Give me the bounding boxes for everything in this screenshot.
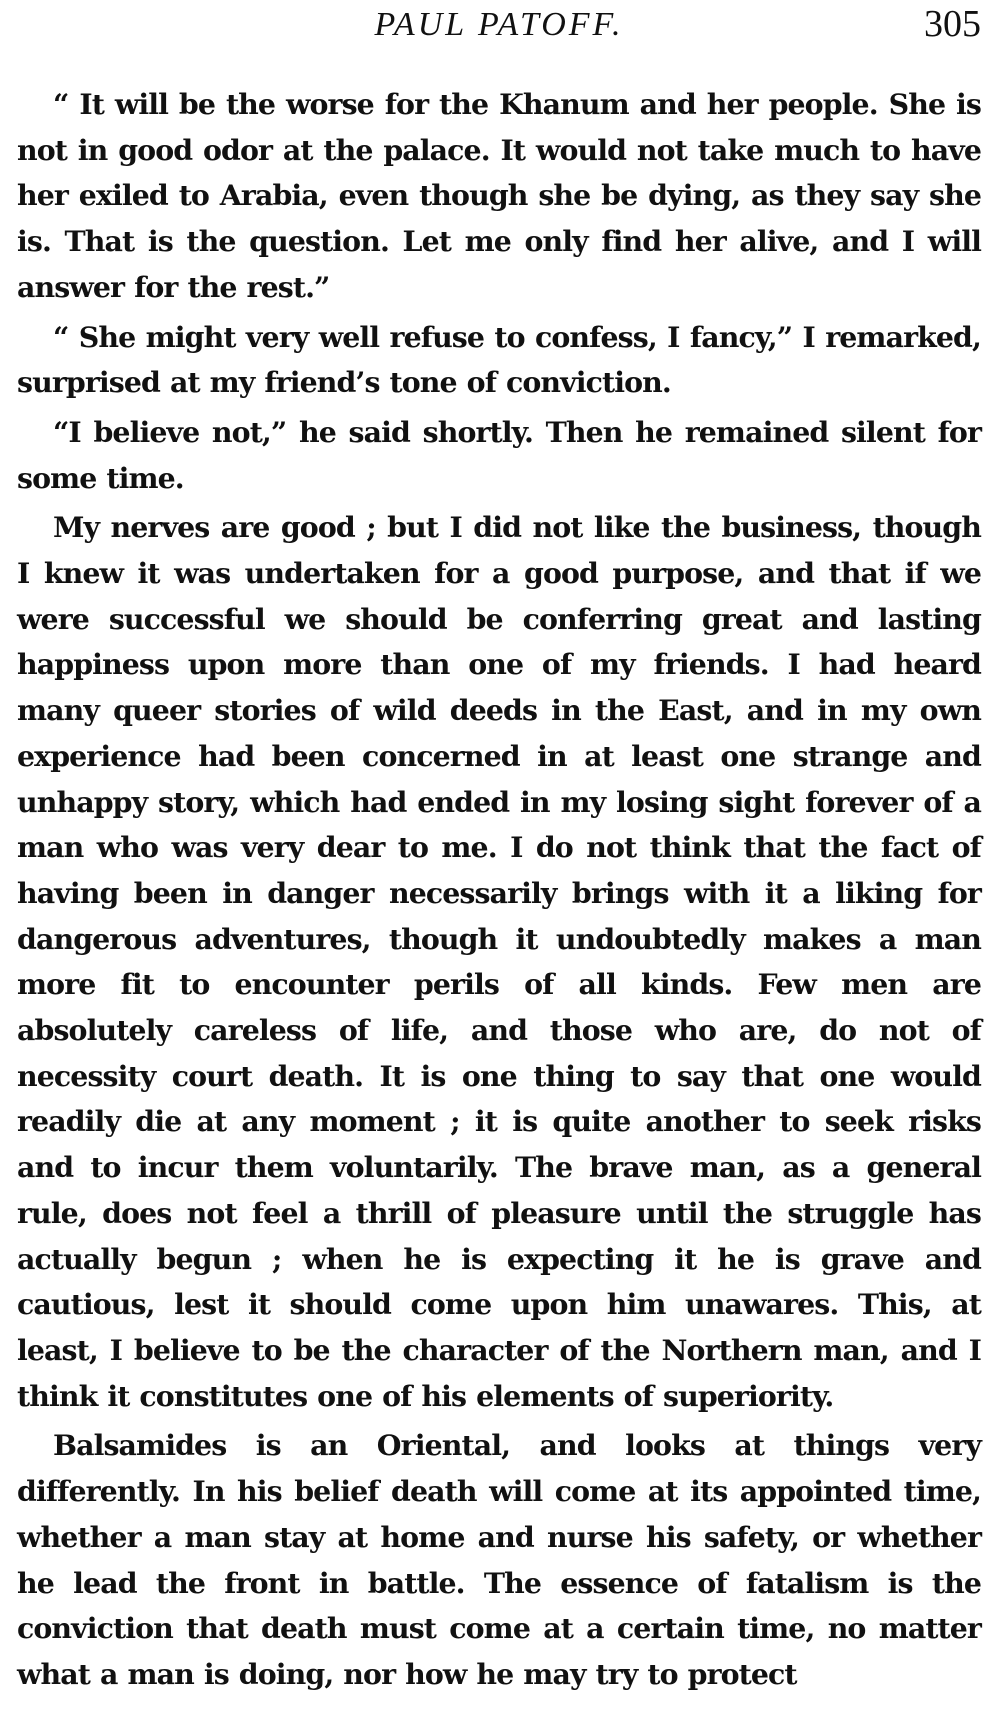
page-number: 305 [924,3,981,45]
running-header [17,0,981,56]
paragraph: “ She might very well refuse to confess, I fancy,” I remarked, surprised at my friend’s tone of conviction. [17,319,981,400]
paragraph: Balsamides is an Oriental, and looks at things very differently. In his belief death will come at its appointed time, whether a man stay at home and nurse his safety, or whether he lead the front in battle. The essence of fatalism is the conviction that death must come at a certain time, no matter what a man is doing, nor how he may try to protect [17,1428,981,1691]
paragraph: My nerves are good ; but I did not like the business, though I knew it was undertaken for a good purpose, and that if we were successful we should be conferring great and lasting happiness upon more than one of my friends. I had heard many queer stories of wild deeds in the East, and in my own experience had been concerned in at least one strange and unhappy story, which had ended in my losing sight forever of a man who was very dear to me. I do not think that the fact of having been in danger necessarily brings with it a liking for dangerous adventures, though it undoubtedly makes a man more fit to encounter perils of all kinds. Few men are absolutely careless of life, and those who are, do not of necessity court death. It is one thing to say that one would readily die at any moment ; it is quite another to seek risks and to incur them voluntarily. The brave man, as a general rule, does not feel a thrill of pleasure until the struggle has actually begun ; when he is expecting it he is grave and cautious, lest it should come upon him unawares. This, at least, I believe to be the character of the Northern man, and I think it constitutes one of his elements of superiority. [17,510,981,1413]
book-page [17,0,981,1732]
paragraph: “I believe not,” he said shortly. Then he remained silent for some time. [17,414,981,495]
body-text [17,82,981,1698]
paragraph: “ It will be the worse for the Khanum and her people. She is not in good odor at the palace. It would not take much to have her exiled to Arabia, even though she be dying, as they say she is. That is the question. Let me only find her alive, and I will answer for the rest.” [17,87,981,304]
running-title: PAUL PATOFF. [374,6,624,43]
